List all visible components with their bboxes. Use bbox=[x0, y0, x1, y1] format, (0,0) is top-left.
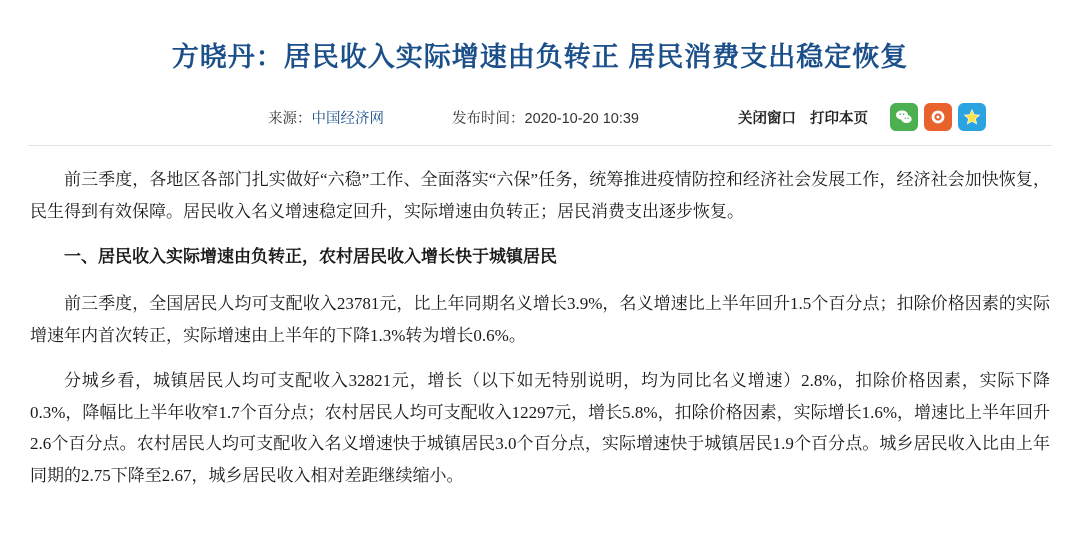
article-meta-row bbox=[0, 103, 1080, 133]
qzone-share-icon[interactable] bbox=[958, 103, 986, 131]
share-icon-group bbox=[890, 103, 986, 131]
article-actions bbox=[738, 107, 868, 128]
weibo-share-icon[interactable] bbox=[924, 103, 952, 131]
paragraph-3: 分城乡看，城镇居民人均可支配收入32821元，增长（以下如无特别说明，均为同比名义增速）2.8%，扣除价格因素，实际下降0.3%，降幅比上半年收窄1.7个百分点；农村居民人均可支配收入12297元，增长5.8%，扣除价格因素，实际增长1.6%，增速比上半年回升2.6个百分点。农村居民人均可支配收入名义增速快于城镇居民3.0个百分点，实际增速快于城镇居民1.9个百分点。城乡居民收入比由上年同期的2.75下降至2.67，城乡居民收入相对差距继续缩小。 bbox=[30, 371, 1050, 485]
source-link[interactable]: 中国经济网 bbox=[311, 111, 384, 128]
publish-time: 发布时间：2020-10-20 10:39 bbox=[452, 111, 639, 128]
article-body bbox=[0, 146, 1080, 491]
article-page bbox=[0, 18, 1080, 549]
page-title: 方晓丹：居民收入实际增速由负转正 居民消费支出稳定恢复 bbox=[171, 42, 909, 73]
wechat-share-icon[interactable] bbox=[890, 103, 918, 131]
section-heading-1: 一、居民收入实际增速由负转正，农村居民收入增长快于城镇居民 bbox=[64, 247, 557, 267]
close-window-button[interactable]: 关闭窗口 bbox=[738, 111, 796, 128]
paragraph-2: 前三季度，全国居民人均可支配收入23781元，比上年同期名义增长3.9%，名义增速比上半年回升1.5个百分点；扣除价格因素的实际增速年内首次转正，实际增速由上半年的下降1.3%转为增长0.6%。 bbox=[30, 294, 1050, 345]
print-page-button[interactable]: 打印本页 bbox=[810, 111, 868, 128]
paragraph-1: 前三季度，各地区各部门扎实做好“六稳”工作、全面落实“六保”任务，统筹推进疫情防控和经济社会发展工作，经济社会加快恢复，民生得到有效保障。居民收入名义增速稳定回升，实际增速由负转正；居民消费支出逐步恢复。 bbox=[30, 170, 1050, 221]
source-info bbox=[268, 107, 384, 128]
source-label: 来源： bbox=[268, 111, 312, 128]
